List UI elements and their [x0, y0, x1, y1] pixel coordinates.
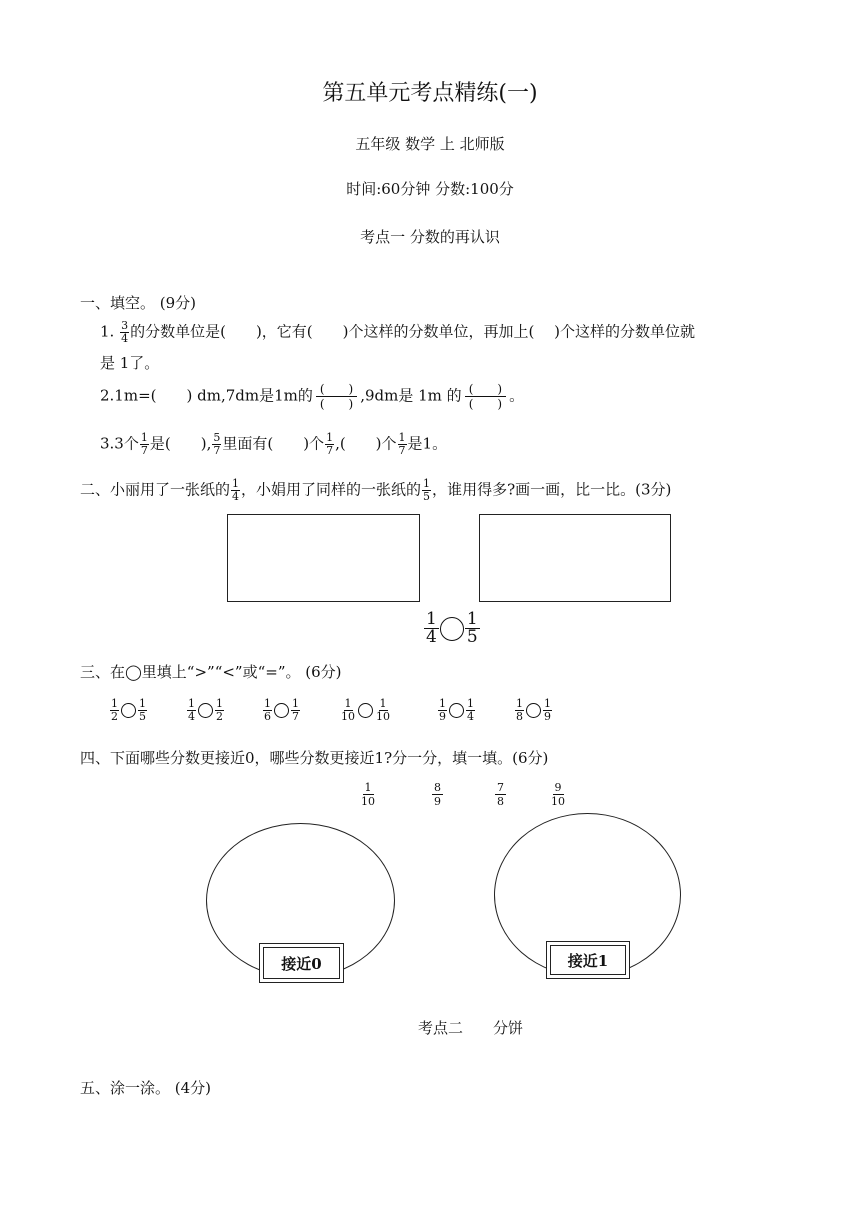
q1-line1-cont: 是 1了。 — [100, 354, 160, 372]
fraction-1-10: 1 10 — [361, 781, 375, 808]
q1-line1 — [100, 320, 695, 345]
page-title: 第五单元考点精练(一) — [322, 81, 538, 106]
q2-comparison — [424, 611, 480, 646]
compare-circle[interactable] — [121, 703, 136, 718]
q1-line2: 2.1m=( ) dm,7dm是1m的 ( ) ( ) ,9dm是 1m 的 ( ) ( ) 。 — [100, 382, 525, 411]
q1-line3: 3.3个 $\frac{1}{7}$ 是( ), $\frac{5}{7}$ 里面有( )个 $\frac{1}{7}$ ,( )个 $\frac{1}{7}$ 是1。 — [100, 431, 448, 457]
fraction-7-8: 7 8 — [497, 781, 504, 808]
label-near-zero: 接近0 — [259, 943, 344, 983]
compare-circle[interactable] — [440, 617, 464, 641]
blank-fraction-2[interactable]: ( ) ( ) — [465, 382, 506, 411]
fraction-1-7: $\frac{1}{7}$ — [140, 431, 148, 457]
compare-circle[interactable] — [274, 703, 289, 718]
fraction-3-4: $\frac{3}{4}$ — [121, 319, 129, 345]
q3-heading: 三、在◯里填上“>”“<”或“=”。 (6分) — [80, 663, 342, 681]
compare-pair-2: $\frac{1}{4}$ $\frac{1}{2}$ — [188, 697, 223, 723]
q1-line2-text-b: ,9dm是 1m 的 — [360, 386, 462, 405]
fraction-1-4: $\frac{1}{4}$ — [426, 609, 437, 647]
grade-line: 五年级 数学 上 北师版 — [355, 135, 505, 153]
blank-fraction-1[interactable]: ( ) ( ) — [316, 382, 357, 411]
time-line: 时间:60分钟 分数:100分 — [346, 180, 514, 198]
fraction-8-9: 8 9 — [434, 781, 441, 808]
paper-rectangle-left[interactable] — [227, 514, 420, 602]
fraction-9-10: 9 10 — [551, 781, 565, 808]
q1-line1-number: 1. — [100, 322, 120, 341]
topic-two-title: 考点二 分饼 — [418, 1019, 524, 1037]
compare-pair-6: $\frac{1}{8}$ $\frac{1}{9}$ — [516, 697, 551, 723]
label-near-one: 接近1 — [546, 941, 630, 979]
fraction-1-5: $\frac{1}{5}$ — [466, 609, 478, 647]
q1-line2-text-a: 2.1m=( ) dm,7dm是1m的 — [100, 386, 313, 405]
q4-heading: 四、下面哪些分数更接近0，哪些分数更接近1?分一分，填一填。(6分) — [80, 749, 549, 767]
compare-circle[interactable] — [526, 703, 541, 718]
fraction-5-7: $\frac{5}{7}$ — [213, 431, 221, 457]
topic-one-title: 考点一 分数的再认识 — [360, 228, 500, 246]
q1-heading: 一、填空。 (9分) — [80, 294, 197, 312]
paper-rectangle-right[interactable] — [479, 514, 671, 602]
compare-circle[interactable] — [198, 703, 213, 718]
compare-circle[interactable] — [449, 703, 464, 718]
fraction-1-7: $\frac{1}{7}$ — [326, 431, 334, 457]
compare-pair-1: $\frac{1}{2}$ $\frac{1}{5}$ — [111, 697, 146, 723]
compare-circle[interactable] — [358, 703, 373, 718]
compare-pair-4: $\frac{1}{10}$ $\frac{1}{10}$ — [341, 697, 390, 723]
fraction-1-7: $\frac{1}{7}$ — [398, 431, 406, 457]
q2-heading: 二、小丽用了一张纸的 $\frac{1}{4}$ ，小娟用了同样的一张纸的 $\frac{1}{5}$ ，谁用得多?画一画，比一比。(3分) — [80, 477, 672, 503]
compare-pair-5: $\frac{1}{9}$ $\frac{1}{4}$ — [439, 697, 474, 723]
q5-heading: 五、涂一涂。 (4分) — [80, 1079, 212, 1097]
q1-line1-text: 的分数单位是( )，它有( )个这样的分数单位，再加上( )个这样的分数单位就 — [130, 322, 695, 341]
fraction-1-4: $\frac{1}{4}$ — [232, 477, 240, 503]
fraction-1-5: $\frac{1}{5}$ — [423, 477, 431, 503]
compare-pair-3: $\frac{1}{6}$ $\frac{1}{7}$ — [264, 697, 299, 723]
